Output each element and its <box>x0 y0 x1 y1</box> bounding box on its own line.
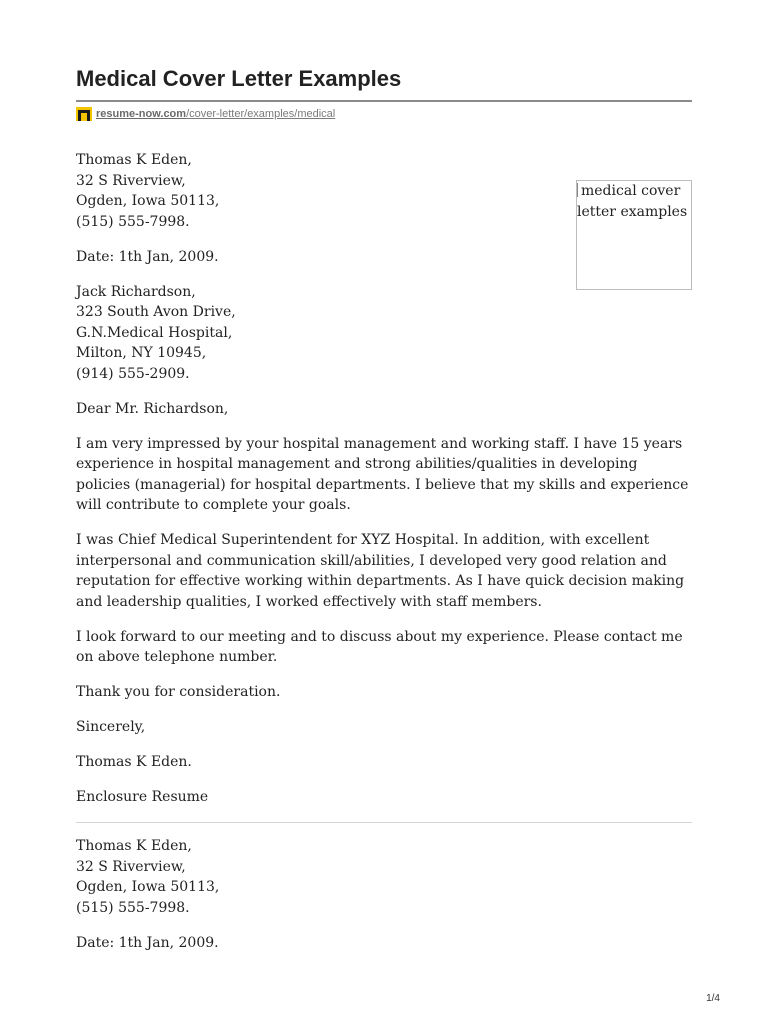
sender-name: Thomas K Eden, <box>76 152 192 168</box>
second-letter-date: Date: 1th Jan, 2009. <box>76 934 219 951</box>
closing: Sincerely, <box>76 719 146 735</box>
recipient-city: Milton, NY 10945, <box>76 345 207 361</box>
second-sender-name: Thomas K Eden, <box>76 838 192 854</box>
enclosure: Enclosure Resume <box>76 789 209 805</box>
source-link[interactable] <box>76 106 335 122</box>
sender-address <box>76 150 696 232</box>
source-domain[interactable]: resume-now.com <box>96 108 187 120</box>
body-paragraph-4: Thank you for consideration. <box>76 684 281 700</box>
source-path[interactable]: /cover-letter/examples/medical <box>186 108 336 120</box>
recipient-street: 323 South Avon Drive, <box>76 304 236 320</box>
page-title: Medical Cover Letter Examples <box>76 66 402 91</box>
recipient-address <box>76 282 696 385</box>
body-paragraph-3: I look forward to our meeting and to discuss about my experience. Please contact me on above telephone number. <box>76 628 683 665</box>
title-divider <box>76 100 692 102</box>
recipient-phone: (914) 555-2909. <box>76 365 190 382</box>
recipient-name: Jack Richardson, <box>76 283 196 300</box>
second-sender-address <box>76 836 696 918</box>
recipient-org: G.N.Medical Hospital, <box>76 324 233 341</box>
letter-body <box>76 150 696 822</box>
signature: Thomas K Eden. <box>76 754 192 770</box>
second-sender-phone: (515) 555-7998. <box>76 899 190 916</box>
section-divider <box>76 822 692 823</box>
second-sender-city: Ogden, Iowa 50113, <box>76 879 220 895</box>
second-sender-street: 32 S Riverview, <box>76 858 186 875</box>
sender-phone: (515) 555-7998. <box>76 213 190 230</box>
body-paragraph-2: I was Chief Medical Superintendent for XYZ Hospital. In addition, with excellent interpersonal and communication skill/abilities, I developed very good relation and reputation for effective working within departments. As I have quick decision making and leadership qualities, I worked effectively with staff members. <box>76 532 685 610</box>
sender-street: 32 S Riverview, <box>76 172 186 189</box>
salutation: Dear Mr. Richardson, <box>76 400 229 417</box>
page-number: 1/4 <box>706 993 720 1004</box>
body-paragraph-1: I am very impressed by your hospital management and working staff. I have 15 years experience in hospital management and strong abilities/qualities in developing policies (managerial) for hospital departments. I believe that my skills and experience will contribute to complete your goals. <box>76 435 689 513</box>
letter-date: Date: 1th Jan, 2009. <box>76 248 219 265</box>
sender-city: Ogden, Iowa 50113, <box>76 193 220 209</box>
resume-now-logo-icon <box>76 107 92 121</box>
image-alt-text: medical cover letter examples <box>577 183 688 220</box>
second-letter <box>76 836 696 968</box>
